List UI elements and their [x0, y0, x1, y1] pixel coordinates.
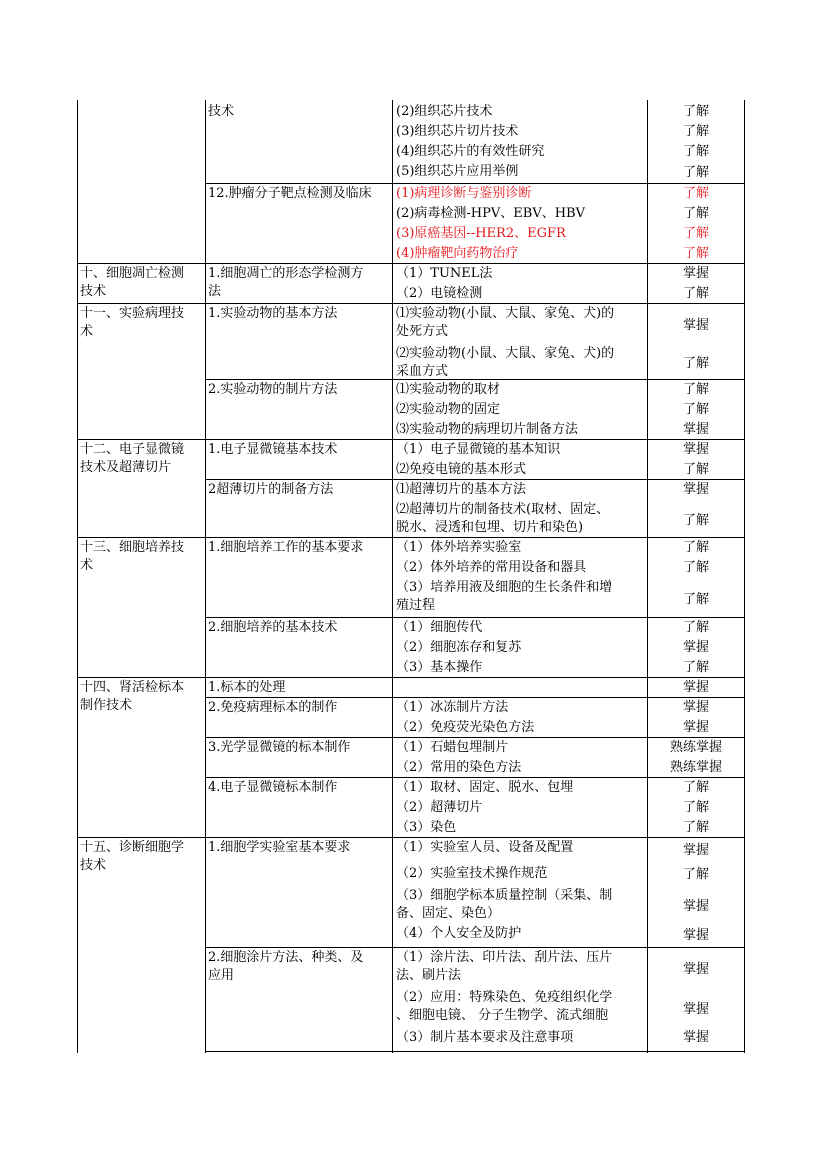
level-badge: 掌握	[682, 1002, 709, 1017]
section-title: 十四、肾活检标本	[80, 680, 185, 695]
section-title: 术	[80, 324, 94, 339]
section-title: 十五、诊断细胞学	[80, 840, 185, 855]
topic-title: 1.实验动物的基本方法	[208, 306, 338, 321]
section-title: 技术	[80, 284, 107, 299]
level-badge: 熟练掌握	[669, 760, 722, 775]
level-badge: 了解	[682, 462, 709, 477]
item-text: 殖过程	[396, 598, 436, 613]
item-text: （2）实验室技术操作规范	[396, 866, 548, 881]
level-badge: 了解	[682, 286, 709, 301]
topic-title: 2.细胞培养的基本技术	[208, 620, 338, 635]
item-text: ⑵免疫电镜的基本形式	[396, 462, 527, 477]
table-divider-col1	[205, 100, 206, 1053]
section-title: 十、细胞凋亡检测	[80, 266, 185, 281]
level-badge: 掌握	[682, 700, 709, 715]
level-badge: 了解	[682, 206, 709, 221]
level-badge: 掌握	[682, 680, 709, 695]
level-badge: 了解	[682, 246, 709, 261]
section-title: 技术	[80, 858, 107, 873]
table-divider-col3	[647, 100, 648, 1053]
item-text: (4)组织芯片的有效性研究	[396, 144, 545, 159]
item-text: （2）常用的染色方法	[396, 760, 522, 775]
item-text: ⑴超薄切片的基本方法	[396, 482, 527, 497]
topic-title: 1.标本的处理	[208, 680, 286, 695]
item-text: ⑴实验动物(小鼠、大鼠、家兔、犬)的	[396, 306, 615, 321]
topic-title: 应用	[208, 968, 235, 983]
item-text: （1）石蜡包埋制片	[396, 740, 509, 755]
topic-title: 2.实验动物的制片方法	[208, 382, 338, 397]
item-text: ⑶实验动物的病理切片制备方法	[396, 422, 579, 437]
level-badge: 了解	[682, 800, 709, 815]
level-badge: 掌握	[682, 442, 709, 457]
table-border-left	[77, 100, 78, 1053]
level-badge: 了解	[682, 356, 709, 371]
level-badge: 掌握	[682, 640, 709, 655]
level-badge: 了解	[682, 124, 709, 139]
item-text: ⑵实验动物(小鼠、大鼠、家兔、犬)的	[396, 346, 615, 361]
level-badge: 掌握	[682, 482, 709, 497]
syllabus-table	[77, 100, 745, 1053]
level-badge: 了解	[682, 660, 709, 675]
section-title: 术	[80, 558, 94, 573]
item-text: （1）TUNEL法	[396, 266, 493, 281]
level-badge: 掌握	[682, 962, 709, 977]
section-title: 制作技术	[80, 698, 133, 713]
item-text: 脱水、浸透和包埋、切片和染色)	[396, 520, 584, 535]
topic-title: 法	[208, 284, 222, 299]
level-badge: 了解	[682, 540, 709, 555]
item-text: （3）制片基本要求及注意事项	[396, 1030, 574, 1045]
level-badge: 掌握	[682, 720, 709, 735]
item-text: （1）体外培养实验室	[396, 540, 522, 555]
item-text: （1）冰冻制片方法	[396, 700, 509, 715]
item-text: （3）染色	[396, 820, 457, 835]
level-badge: 熟练掌握	[669, 740, 722, 755]
level-badge: 了解	[682, 226, 709, 241]
level-badge: 掌握	[682, 422, 709, 437]
item-text: 采血方式	[396, 364, 449, 379]
item-text: （2）电镜检测	[396, 286, 483, 301]
item-text: 备、固定、染色）	[396, 906, 501, 921]
level-badge: 了解	[682, 402, 709, 417]
topic-title: 1.细胞学实验室基本要求	[208, 840, 351, 855]
item-text: （2）免疫荧光染色方法	[396, 720, 535, 735]
item-text: （3）细胞学标本质量控制（采集、制	[396, 888, 613, 903]
section-title: 十一、实验病理技	[80, 306, 185, 321]
level-badge: 了解	[682, 144, 709, 159]
item-text: （1）实验室人员、设备及配置	[396, 840, 574, 855]
level-badge: 了解	[682, 780, 709, 795]
item-text: （1）细胞传代	[396, 620, 483, 635]
level-badge: 掌握	[682, 318, 709, 333]
level-badge: 了解	[682, 592, 709, 607]
item-text: ⑵实验动物的固定	[396, 402, 501, 417]
item-text: （1）涂片法、印片法、刮片法、压片	[396, 950, 613, 965]
item-text: （1）电子显微镜的基本知识	[396, 442, 561, 457]
item-text: ⑴实验动物的取材	[396, 382, 501, 397]
level-badge: 了解	[682, 165, 709, 180]
item-text: (2)病毒检测-HPV、EBV、HBV	[396, 206, 585, 221]
topic-title: 1.细胞凋亡的形态学检测方	[208, 266, 364, 281]
item-text: （2）超薄切片	[396, 800, 483, 815]
section-title: 技术及超薄切片	[80, 460, 172, 475]
item-text: （3）基本操作	[396, 660, 483, 675]
item-text: 处死方式	[396, 324, 449, 339]
table-divider-col2	[392, 100, 393, 1053]
item-text: (4)肿瘤靶向药物治疗	[396, 246, 519, 261]
topic-title: 1.细胞培养工作的基本要求	[208, 540, 364, 555]
item-text: 、细胞电镜、 分子生物学、流式细胞	[396, 1008, 609, 1023]
topic-title: 12.肿瘤分子靶点检测及临床	[208, 186, 372, 201]
item-text: (1)病理诊断与鉴别诊断	[396, 186, 532, 201]
item-text: （2）体外培养的常用设备和器具	[396, 560, 587, 575]
level-badge: 掌握	[682, 899, 709, 914]
topic-title: 1.电子显微镜基本技术	[208, 442, 338, 457]
level-badge: 掌握	[682, 1030, 709, 1045]
item-text: ⑵超薄切片的制备技术(取材、固定、	[396, 502, 610, 517]
topic-title: 3.光学显微镜的标本制作	[208, 740, 351, 755]
level-badge: 了解	[682, 104, 709, 119]
table-border-right	[744, 100, 745, 1053]
level-badge: 掌握	[682, 928, 709, 943]
item-text: (5)组织芯片应用举例	[396, 164, 519, 179]
item-text: （2）细胞冻存和复苏	[396, 640, 522, 655]
topic-title: 4.电子显微镜标本制作	[208, 780, 338, 795]
item-text: （4）个人安全及防护	[396, 926, 522, 941]
item-text: （3）培养用液及细胞的生长条件和增	[396, 580, 613, 595]
item-text: (3)组织芯片切片技术	[396, 124, 519, 139]
item-text: (3)原癌基因--HER2、EGFR	[396, 226, 566, 241]
level-badge: 了解	[682, 867, 709, 882]
topic-title: 2.细胞涂片方法、种类、及	[208, 950, 364, 965]
level-badge: 了解	[682, 382, 709, 397]
item-text: 法、刷片法	[396, 968, 462, 983]
level-badge: 掌握	[682, 266, 709, 281]
level-badge: 了解	[682, 186, 709, 201]
topic-title: 技术	[208, 104, 235, 119]
item-text: （1）取材、固定、脱水、包埋	[396, 780, 574, 795]
item-text: (2)组织芯片技术	[396, 104, 493, 119]
topic-title: 2.免疫病理标本的制作	[208, 700, 338, 715]
level-badge: 了解	[682, 820, 709, 835]
section-title: 十三、细胞培养技	[80, 540, 185, 555]
topic-title: 2超薄切片的制备方法	[208, 482, 334, 497]
level-badge: 了解	[682, 560, 709, 575]
level-badge: 掌握	[682, 843, 709, 858]
level-badge: 了解	[682, 513, 709, 528]
table-border-bottom	[205, 1051, 745, 1052]
section-title: 十二、电子显微镜	[80, 442, 185, 457]
level-badge: 了解	[682, 620, 709, 635]
item-text: （2）应用：特殊染色、免疫组织化学	[396, 990, 613, 1005]
